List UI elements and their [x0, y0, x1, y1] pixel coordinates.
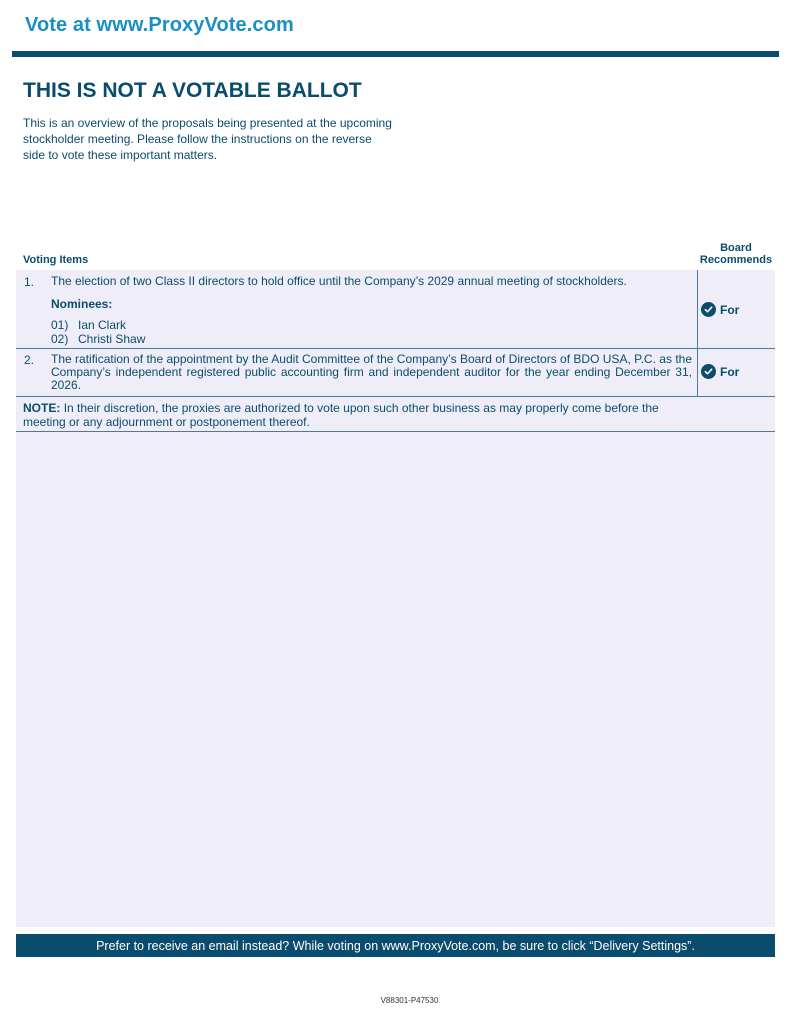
nominee-item — [51, 318, 126, 332]
proposal-text: The ratification of the appointment by the Audit Committee of the Company’s Board of Directors of BDO USA, P.C. as the Company’s independent registered public accounting firm and independent auditor for the year ending December 31, 2026. — [51, 352, 692, 392]
note-text — [23, 401, 693, 429]
header-divider — [12, 51, 779, 57]
nominee-name: Christi Shaw — [78, 332, 146, 346]
nominee-name: Ian Clark — [78, 318, 127, 332]
proposal-row-1 — [16, 270, 775, 349]
note-label: NOTE: — [23, 401, 61, 415]
note-body: In their discretion, the proxies are authorized to vote upon such other business as may properly come before the meeting or any adjournment or postponement thereof. — [23, 401, 659, 429]
nominee-number: 02) — [51, 332, 69, 346]
column-divider — [697, 349, 698, 396]
nominee-item — [51, 332, 145, 346]
proposal-number: 2. — [24, 353, 35, 367]
board-recommends-line2: Recommends — [699, 254, 773, 266]
page-title: THIS IS NOT A VOTABLE BALLOT — [23, 79, 362, 102]
check-circle-icon — [701, 302, 716, 317]
proposal-number: 1. — [24, 275, 35, 289]
nominee-number: 01) — [51, 318, 69, 332]
note-row — [16, 397, 775, 432]
proxyvote-link[interactable]: Vote at www.ProxyVote.com — [25, 14, 294, 36]
board-recommends-line1: Board — [720, 242, 752, 254]
board-recommendation — [701, 364, 739, 379]
check-circle-icon — [701, 364, 716, 379]
nominees-label: Nominees: — [51, 297, 113, 311]
document-code: V88301-P47530 — [380, 996, 439, 1005]
intro-text: This is an overview of the proposals being presented at the upcoming stockholder meeting. Please follow the instructions on the reverse side to vote these important matters. — [23, 116, 392, 162]
recommendation-label: For — [720, 302, 740, 317]
voting-items-header: Voting Items — [23, 254, 89, 266]
proposal-text: The election of two Class II directors to hold office until the Company’s 2029 annual meeting of stockholders. — [51, 274, 627, 288]
proposal-row-2 — [16, 349, 775, 397]
board-recommendation — [701, 302, 739, 317]
recommendation-label: For — [720, 364, 740, 379]
board-recommends-header — [697, 242, 775, 266]
column-divider — [697, 270, 698, 348]
delivery-settings-banner: Prefer to receive an email instead? While voting on www.ProxyVote.com, be sure to click “Delivery Settings”. — [16, 934, 775, 957]
